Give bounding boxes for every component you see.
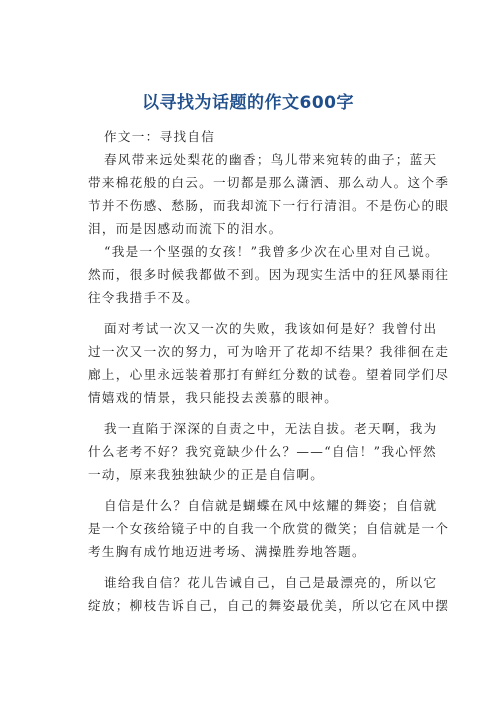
text-line-11: 廊上，心里永远装着那打有鲜红分数的试卷。望着同学们尽 xyxy=(88,367,450,382)
text-line-6: “我是一个坚强的女孩！”我曾多少次在心里对自己说。 xyxy=(104,244,440,259)
text-line-10: 过一次又一次的努力，可为啥开了花却不结果？我徘徊在走 xyxy=(88,344,450,359)
text-line-12: 情嬉戏的情景，我只能投去羡慕的眼神。 xyxy=(88,390,339,405)
text-line-2: 春风带来远处梨花的幽香；鸟儿带来宛转的曲子；蓝天 xyxy=(104,152,438,167)
text-line-13: 我一直陷于深深的自责之中，无法自拔。老天啊，我为 xyxy=(104,421,438,436)
text-line-17: 是一个女孩给镜子中的自我一个欣赏的微笑；自信就是一个 xyxy=(88,521,450,536)
text-line-14: 什么老考不好？我究竟缺少什么？——“自信！”我心怦然 xyxy=(88,444,437,459)
text-line-5: 泪，而是因感动而流下的泪水。 xyxy=(88,221,283,236)
text-line-15: 一动，原来我独独缺少的正是自信啊。 xyxy=(88,467,325,482)
text-line-9: 面对考试一次又一次的失败，我该如何是好？我曾付出 xyxy=(104,321,438,336)
text-line-3: 带来棉花般的白云。一切都是那么潇洒、那么动人。这个季 xyxy=(88,175,450,190)
text-line-1: 作文一：寻找自信 xyxy=(104,129,216,144)
text-line-7: 然而，很多时候我都做不到。因为现实生活中的狂风暴雨往 xyxy=(88,267,450,282)
text-line-19: 谁给我自信？花儿告诫自己，自己是最漂亮的，所以它 xyxy=(104,575,438,590)
text-line-8: 往令我措手不及。 xyxy=(88,290,200,305)
document-title: 以寻找为话题的作文600字 xyxy=(142,93,354,113)
text-line-16: 自信是什么？自信就是蝴蝶在风中炫耀的舞姿；自信就 xyxy=(104,498,438,513)
text-line-20: 绽放；柳枝告诉自己，自己的舞姿最优美，所以它在风中摆 xyxy=(88,598,450,613)
text-line-18: 考生胸有成竹地迈进考场、满操胜券地答题。 xyxy=(88,544,366,559)
text-line-4: 节并不伤感、愁肠，而我却流下一行行清泪。不是伤心的眼 xyxy=(88,198,450,213)
